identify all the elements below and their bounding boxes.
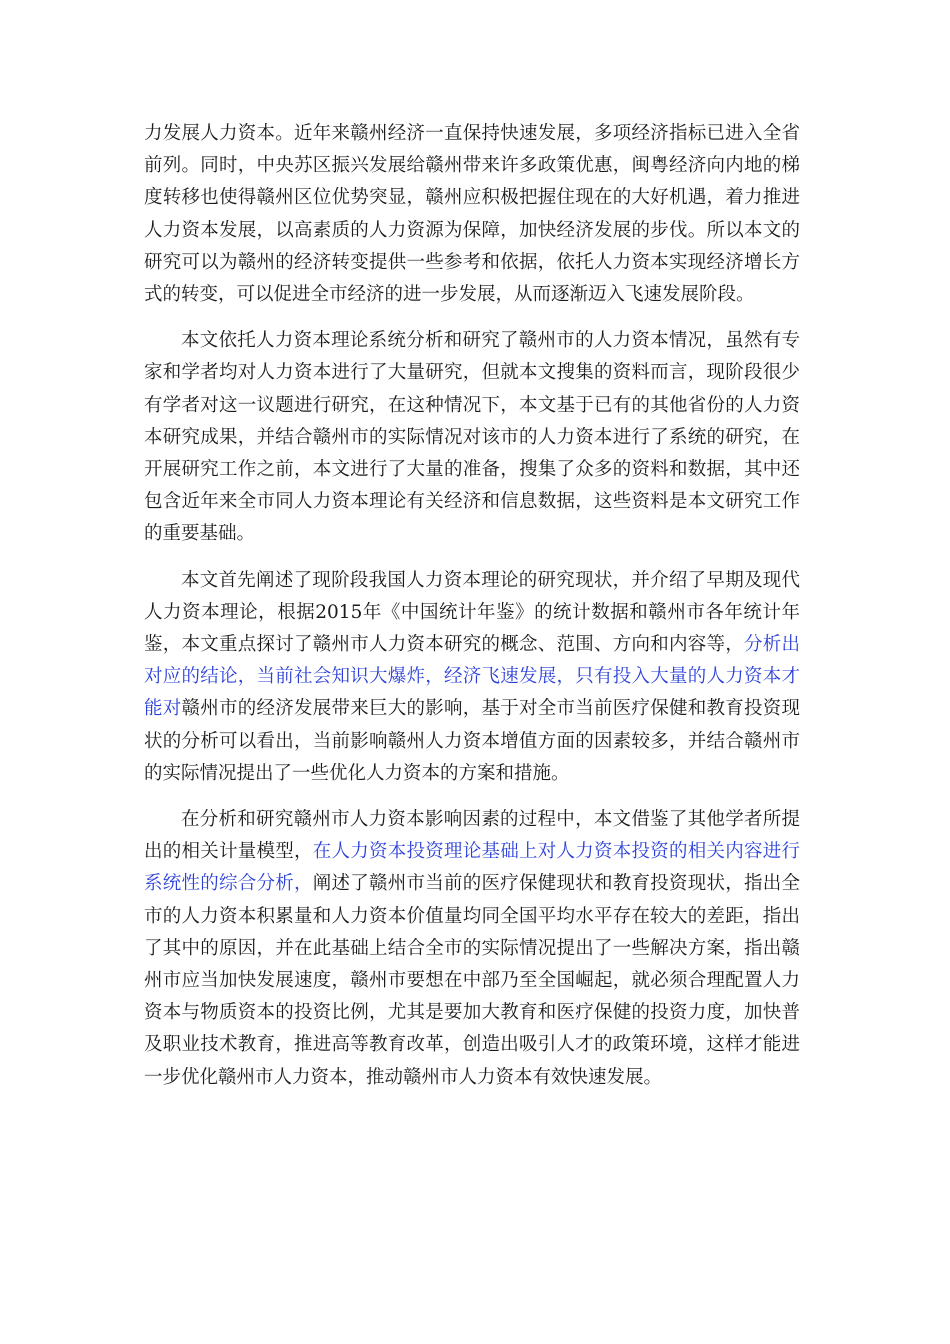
paragraph-2	[144, 325, 800, 550]
paragraph-3	[144, 565, 800, 790]
paragraph-4-text-a: 在分析和研究赣州市人力资本影响因素的过程中，本文借鉴了其他学者所提出的相关计量模型，	[144, 809, 800, 863]
paragraph-3-highlighted-text: 分析出对应的结论，当前社会知识大爆炸，经济飞速发展，只有投入大量的人力资本才能对	[144, 634, 800, 720]
paragraph-3-text-b: 赣州市的经济发展带来巨大的影响，基于对全市当前医疗保健和教育投资现状的分析可以看出，当前影响赣州人力资本增值方面的因素较多，并结合赣州市的实际情况提出了一些优化人力资本的方案和措施。	[144, 698, 800, 784]
paragraph-2-text: 本文依托人力资本理论系统分析和研究了赣州市的人力资本情况，虽然有专家和学者均对人力资本进行了大量研究，但就本文搜集的资料而言，现阶段很少有学者对这一议题进行研究，在这种情况下，本文基于已有的其他省份的人力资本研究成果，并结合赣州市的实际情况对该市的人力资本进行了系统的研究，在开展研究工作之前，本文进行了大量的准备，搜集了众多的资料和数据，其中还包含近年来全市同人力资本理论有关经济和信息数据，这些资料是本文研究工作的重要基础。	[144, 330, 800, 545]
paragraph-3-text-a: 本文首先阐述了现阶段我国人力资本理论的研究现状，并介绍了早期及现代人力资本理论，根据2015年《中国统计年鉴》的统计数据和赣州市各年统计年鉴，本文重点探讨了赣州市人力资本研究的概念、范围、方向和内容等，	[144, 569, 800, 656]
paragraph-1-text: 力发展人力资本。近年来赣州经济一直保持快速发展，多项经济指标已进入全省前列。同时，中央苏区振兴发展给赣州带来许多政策优惠，闽粤经济向内地的梯度转移也使得赣州区位优势突显，赣州应积极把握住现在的大好机遇，着力推进人力资本发展，以高素质的人力资源为保障，加快经济发展的步伐。所以本文的研究可以为赣州的经济转变提供一些参考和依据，依托人力资本实现经济增长方式的转变，可以促进全市经济的进一步发展，从而逐渐迈入飞速发展阶段。	[144, 123, 800, 306]
paragraph-4	[144, 804, 800, 1094]
paragraph-4-highlighted-text: 在人力资本投资理论基础上对人力资本投资的相关内容进行系统性的综合分析，	[144, 841, 800, 895]
paragraph-4-text-b: 阐述了赣州市当前的医疗保健现状和教育投资现状，指出全市的人力资本积累量和人力资本价值量均同全国平均水平存在较大的差距，指出了其中的原因，并在此基础上结合全市的实际情况提出了一些解决方案，指出赣州市应当加快发展速度，赣州市要想在中部乃至全国崛起，就必须合理配置人力资本与物质资本的投资比例，尤其是要加大教育和医疗保健的投资力度，加快普及职业技术教育，推进高等教育改革，创造出吸引人才的政策环境，这样才能进一步优化赣州市人力资本，推动赣州市人力资本有效快速发展。	[144, 873, 800, 1088]
document-body	[144, 118, 800, 1108]
paragraph-1	[144, 118, 800, 311]
